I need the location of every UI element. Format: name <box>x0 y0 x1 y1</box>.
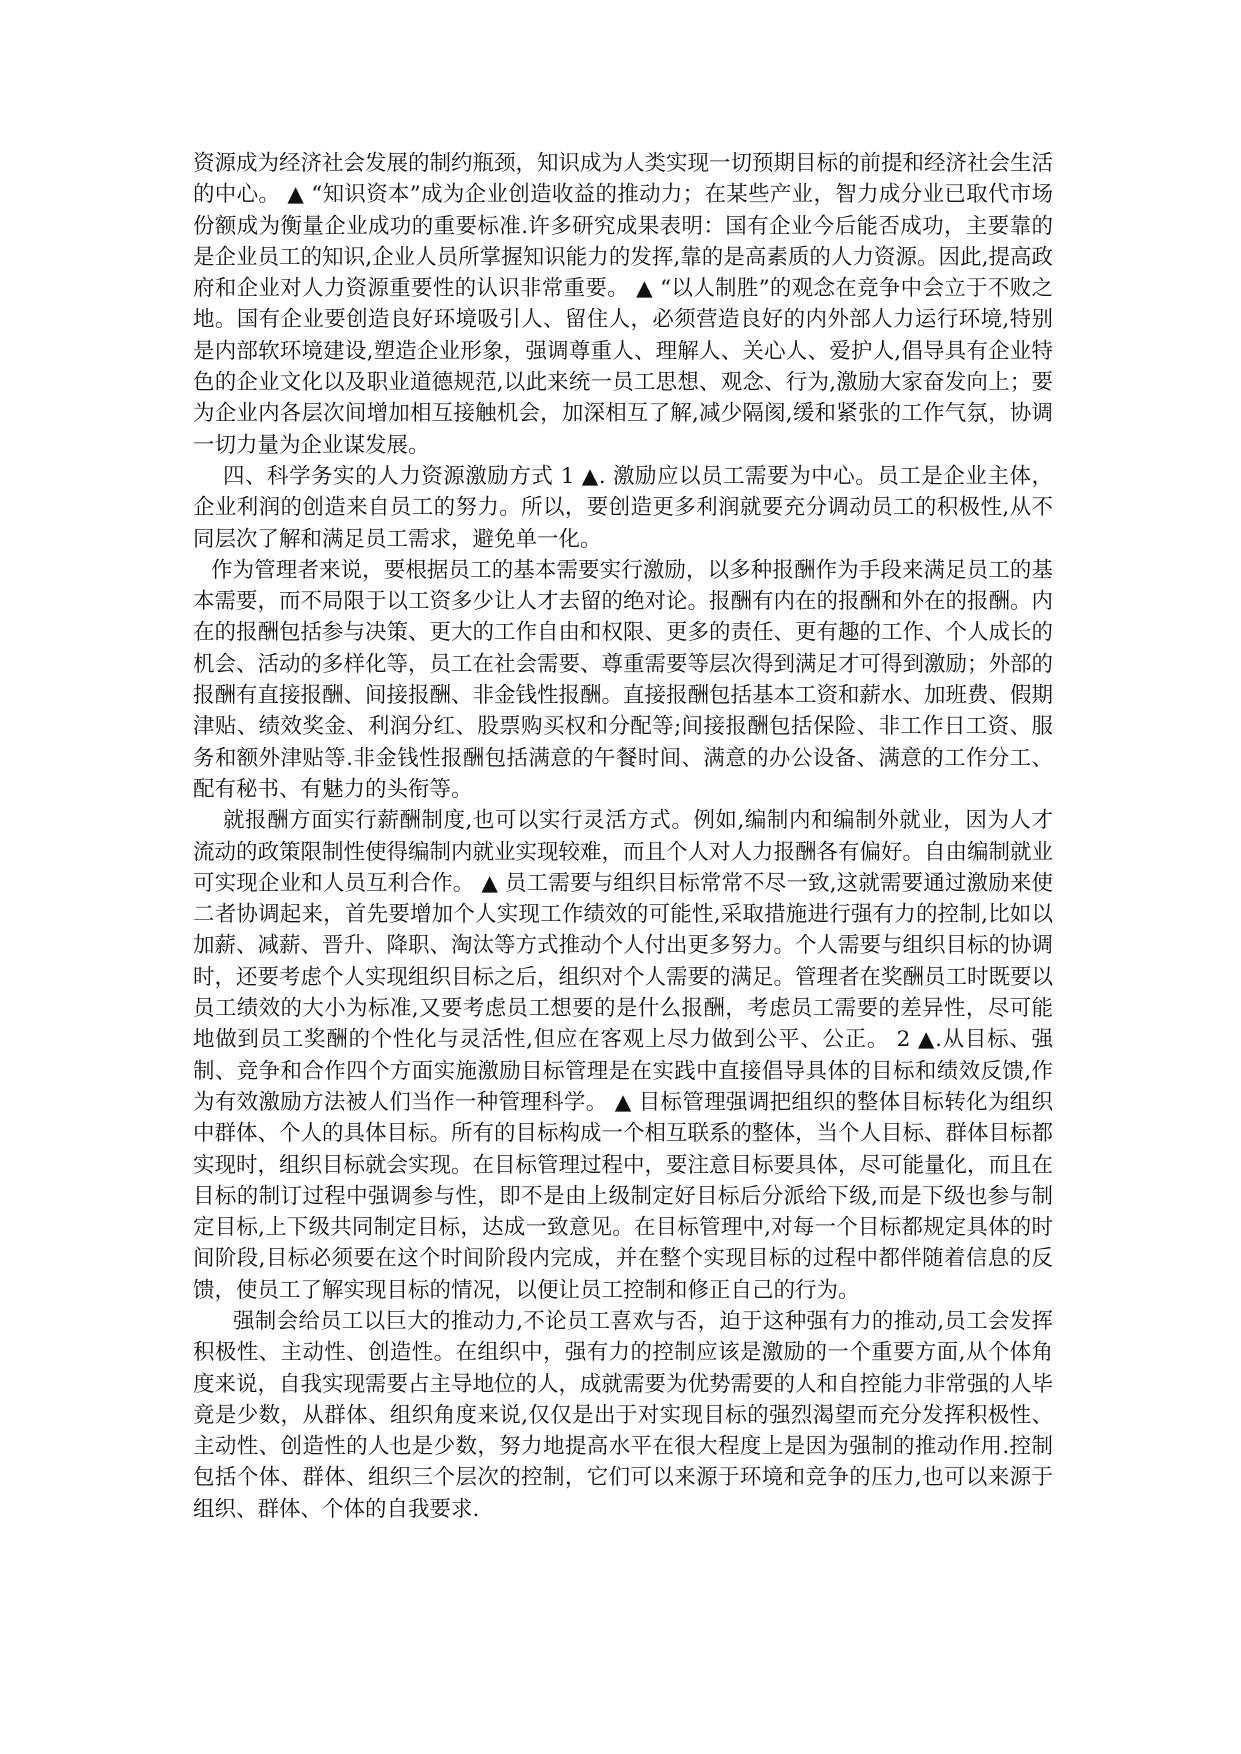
document-page <box>193 148 1053 1525</box>
paragraph-2: 四、科学务实的人力资源激励方式 1 ▲. 激励应以员工需要为中心。员工是企业主体，企业利润的创造来自员工的努力。所以，要创造更多利润就要充分调动员工的积极性,从不同层次了解和满足员工需求，避免单一化。 <box>193 463 1053 552</box>
paragraph-5: 强制会给员工以巨大的推动力,不论员工喜欢与否，迫于这种强有力的推动,员工会发挥积极性、主动性、创造性。在组织中，强有力的控制应该是激励的一个重要方面,从个体角度来说，自我实现需要占主导地位的人，成就需要为优势需要的人和自控能力非常强的人毕竟是少数，从群体、组织角度来说,仅仅是出于对实现目标的强烈渴望而充分发挥积极性、主动性、创造性的人也是少数，努力地提高水平在很大程度上是因为强制的推动作用.控制包括个体、群体、组织三个层次的控制，它们可以来源于环境和竞争的压力,也可以来源于组织、群体、个体的自我要求. <box>193 1308 1054 1522</box>
paragraph-4: 就报酬方面实行薪酬制度,也可以实行灵活方式。例如,编制内和编制外就业，因为人才流动的政策限制性使得编制内就业实现较难，而且个人对人力报酬各有偏好。自由编制就业可实现企业和人员互利合作。 ▲ 员工需要与组织目标常常不尽一致,这就需要通过激励来使二者协调起来，首先要增加个人实现工作绩效的可能性,采取措施进行强有力的控制,比如以加薪、减薪、晋升、降职、淘汰等方式推动个人付出更多努力。个人需要与组织目标的协调时，还要考虑个人实现组织目标之后，组织对个人需要的满足。管理者在奖酬员工时既要以员工绩效的大小为标准,又要考虑员工想要的是什么报酬，考虑员工需要的差异性，尽可能地做到员工奖酬的个性化与灵活性,但应在客观上尽力做到公平、公正。 2 ▲.从目标、强制、竞争和合作四个方面实施激励目标管理是在实践中直接倡导具体的目标和绩效反馈,作为有效激励方法被人们当作一种管理科学。 ▲ 目标管理强调把组织的整体目标转化为组织中群体、个人的具体目标。所有的目标构成一个相互联系的整体，当个人目标、群体目标都实现时，组织目标就会实现。在目标管理过程中，要注意目标要具体，尽可能量化，而且在目标的制订过程中强调参与性，即不是由上级制定好目标后分派给下级,而是下级也参与制定目标,上下级共同制定目标，达成一致意见。在目标管理中,对每一个目标都规定具体的时间阶段,目标必须要在这个时间阶段内完成，并在整个实现目标的过程中都伴随着信息的反馈，使员工了解实现目标的情况，以便让员工控制和修正自己的行为。 <box>193 808 1054 1303</box>
paragraph-1: 资源成为经济社会发展的制约瓶颈，知识成为人类实现一切预期目标的前提和经济社会生活的中心。 ▲ “知识资本”成为企业创造收益的推动力；在某些产业，智力成分业已取代市场份额成为衡量企业成功的重要标准.许多研究成果表明：国有企业今后能否成功，主要靠的是企业员工的知识,企业人员所掌握知识能力的发挥,靠的是高素质的人力资源。因此,提高政府和企业对人力资源重要性的认识非常重要。 ▲ “以人制胜”的观念在竞争中会立于不败之地。国有企业要创造良好环境吸引人、留住人，必须营造良好的内外部人力运行环境,特别是内部软环境建设,塑造企业形象，强调尊重人、理解人、关心人、爱护人,倡导具有企业特色的企业文化以及职业道德规范,以此来统一员工思想、观念、行为,激励大家奋发向上；要为企业内各层次间增加相互接触机会，加深相互了解,减少隔阂,缓和紧张的工作气氛，协调一切力量为企业谋发展。 <box>193 151 1054 458</box>
paragraph-3: 作为管理者来说，要根据员工的基本需要实行激励，以多种报酬作为手段来满足员工的基本需要，而不局限于以工资多少让人才去留的绝对论。报酬有内在的报酬和外在的报酬。内在的报酬包括参与决策、更大的工作自由和权限、更多的责任、更有趣的工作、个人成长的机会、活动的多样化等，员工在社会需要、尊重需要等层次得到满足才可得到激励；外部的报酬有直接报酬、间接报酬、非金钱性报酬。直接报酬包括基本工资和薪水、加班费、假期津贴、绩效奖金、利润分红、股票购买权和分配等;间接报酬包括保险、非工作日工资、服务和额外津贴等.非金钱性报酬包括满意的午餐时间、满意的办公设备、满意的工作分工、配有秘书、有魅力的头衔等。 <box>193 557 1054 802</box>
